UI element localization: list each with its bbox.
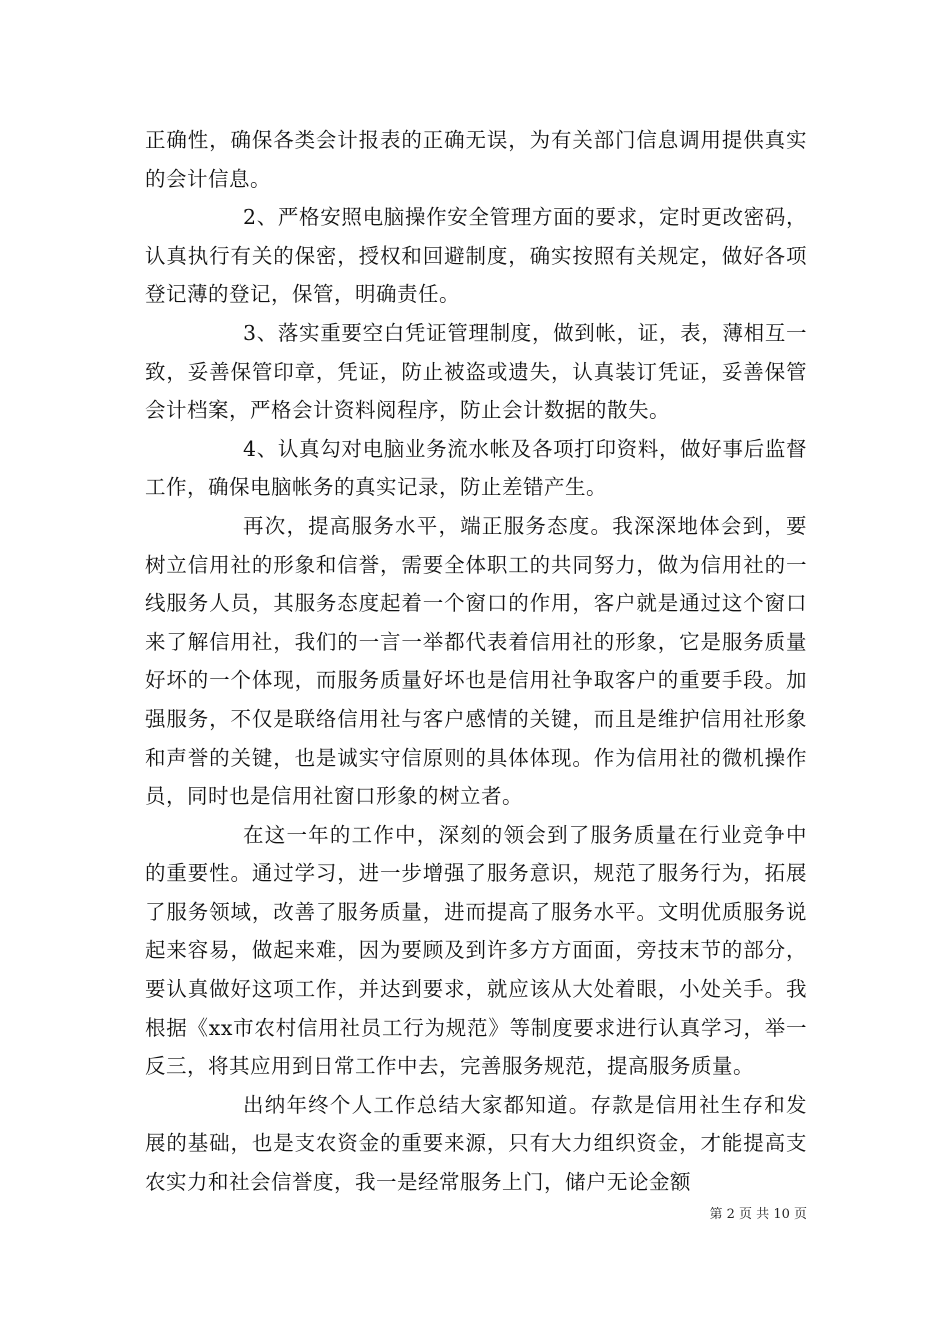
paragraph-item-4: 4、认真勾对电脑业务流水帐及各项打印资料，做好事后监督工作，确保电脑帐务的真实记录，防止差错产生。 [145,436,807,500]
paragraph-service-quality: 在这一年的工作中，深刻的领会到了服务质量在行业竞争中的重要性。通过学习，进一步增强了服务意识，规范了服务行为，拓展了服务领域，改善了服务质量，进而提高了服务水平。文明优质服务说起来容易，做起来难，因为要顾及到许多方方面面，旁技末节的部分，要认真做好这项工作，并达到要求，就应该从大处着眼，小处关手。我根据《xx市农村信用社员工行为规范》等制度要求进行认真学习，举一反三，将其应用到日常工作中去，完善服务规范，提高服务质量。 [145,822,807,1079]
paragraph-item-2: 2、严格安照电脑操作安全管理方面的要求，定时更改密码，认真执行有关的保密，授权和回避制度，确实按照有关规定，做好各项登记薄的登记，保管，明确责任。 [145,205,807,307]
paragraph-continuation: 正确性，确保各类会计报表的正确无误，为有关部门信息调用提供真实的会计信息。 [145,128,807,191]
page-number-footer: 第 2 页 共 10 页 [709,1207,807,1222]
document-body [145,121,807,1202]
paragraph-item-3: 3、落实重要空白凭证管理制度，做到帐，证，表，薄相互一致，妥善保管印章，凭证，防止被盗或遗失，认真装订凭证，妥善保管会计档案，严格会计资料阅程序，防止会计数据的散失。 [145,320,807,423]
paragraph-deposits: 出纳年终个人工作总结大家都知道。存款是信用社生存和发展的基础，也是支农资金的重要来源，只有大力组织资金，才能提高支农实力和社会信誉度，我一是经常服务上门，储户无论金额 [145,1092,807,1195]
paragraph-service-level: 再次，提高服务水平，端正服务态度。我深深地体会到，要树立信用社的形象和信誉，需要全体职工的共同努力，做为信用社的一线服务人员，其服务态度起着一个窗口的作用，客户就是通过这个窗口来了解信用社，我们的一言一举都代表着信用社的形象，它是服务质量好坏的一个体现，而服务质量好坏也是信用社争取客户的重要手段。加强服务，不仅是联络信用社与客户感情的关键，而且是维护信用社形象和声誉的关键，也是诚实守信原则的具体体现。作为信用社的微机操作员，同时也是信用社窗口形象的树立者。 [145,513,807,809]
